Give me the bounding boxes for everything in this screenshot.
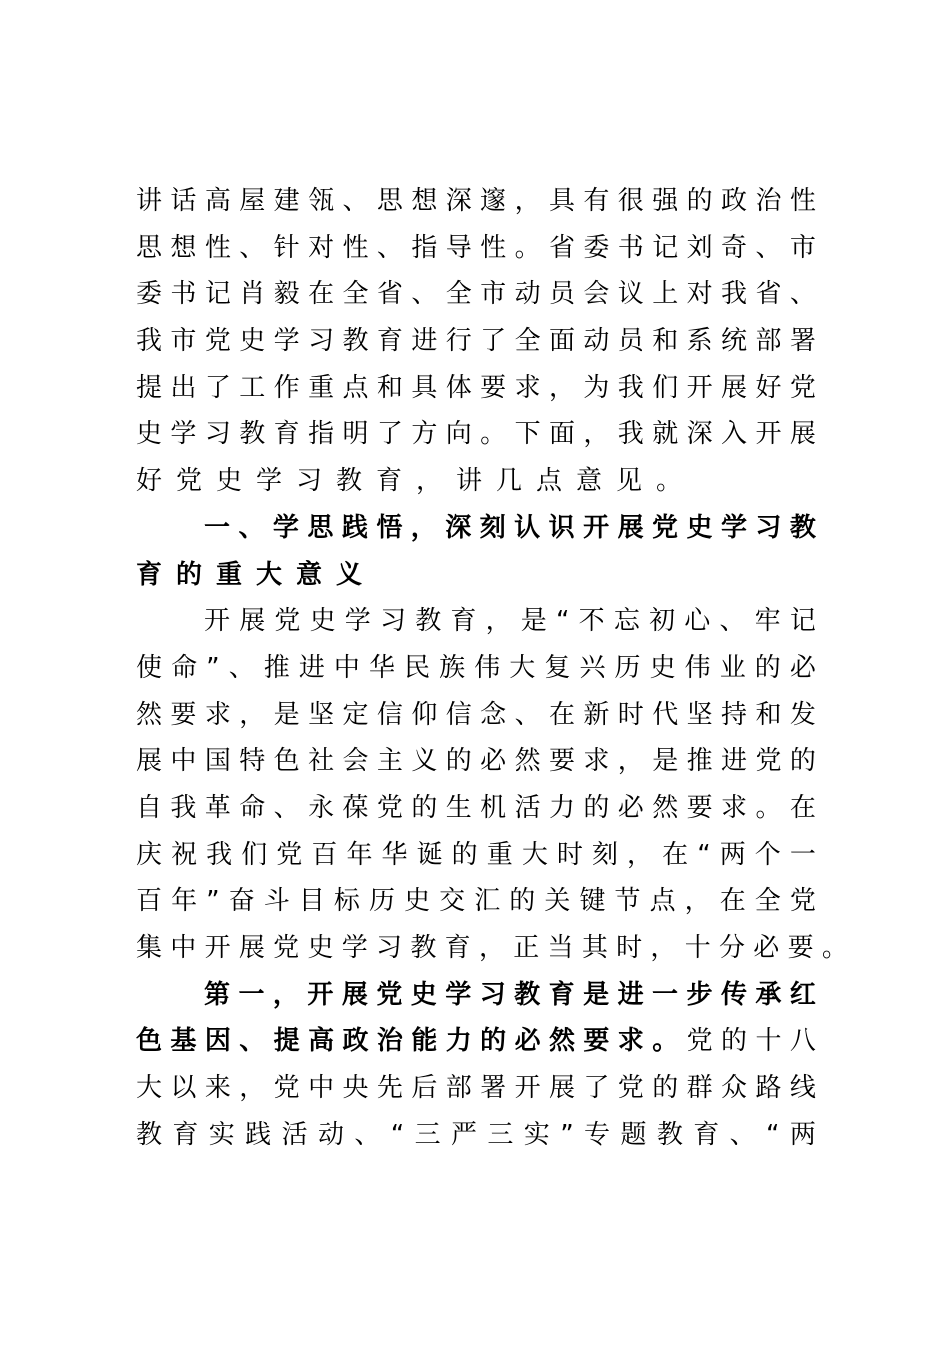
normal-text: 党的十八: [686, 1026, 816, 1057]
paragraph-line: 史学习教育指明了方向。下面，我就深入开展: [136, 419, 816, 450]
mixed-line: [136, 1018, 816, 1065]
document-body: [136, 178, 848, 1158]
paragraph-line: 百年”奋斗目标历史交汇的关键节点，在全党: [136, 886, 816, 917]
paragraph-line: 大以来，党中央先后部署开展了党的群众路线: [136, 1073, 816, 1104]
paragraph-line: 集中开展党史学习教育，正当其时，十分必要。: [136, 933, 848, 963]
paragraph-line: 庆祝我们党百年华诞的重大时刻，在“两个一: [136, 839, 816, 870]
paragraph-line: 讲话高屋建瓴、思想深邃，具有很强的政治性: [136, 186, 816, 216]
paragraph-line: 委书记肖毅在全省、全市动员会议上对我省、: [136, 279, 816, 310]
section-heading-line: 一、学思践悟，深刻认识开展党史学习教: [204, 512, 816, 543]
paragraph-line: 展中国特色社会主义的必然要求，是推进党的: [136, 746, 816, 777]
bold-lead-line: 第一，开展党史学习教育是进一步传承红: [204, 979, 816, 1010]
paragraph-line: 我市党史学习教育进行了全面动员和系统部署: [136, 326, 816, 357]
bold-lead-text: 色基因、提高政治能力的必然要求。: [136, 1026, 687, 1057]
paragraph-line: 自我革命、永葆党的生机活力的必然要求。在: [136, 792, 816, 823]
paragraph-line: 好党史学习教育，讲几点意见。: [136, 466, 697, 497]
paragraph-line: 思想性、针对性、指导性。省委书记刘奇、市: [136, 232, 816, 263]
paragraph-line: 然要求，是坚定信仰信念、在新时代坚持和发: [136, 699, 816, 730]
paragraph-line: 开展党史学习教育，是“不忘初心、牢记: [204, 606, 816, 637]
paragraph-line: 提出了工作重点和具体要求，为我们开展好党: [136, 372, 816, 403]
section-heading-line: 育的重大意义: [136, 559, 377, 590]
paragraph-line: 教育实践活动、“三严三实”专题教育、“两: [136, 1119, 816, 1150]
paragraph-line: 使命”、推进中华民族伟大复兴历史伟业的必: [136, 652, 816, 683]
